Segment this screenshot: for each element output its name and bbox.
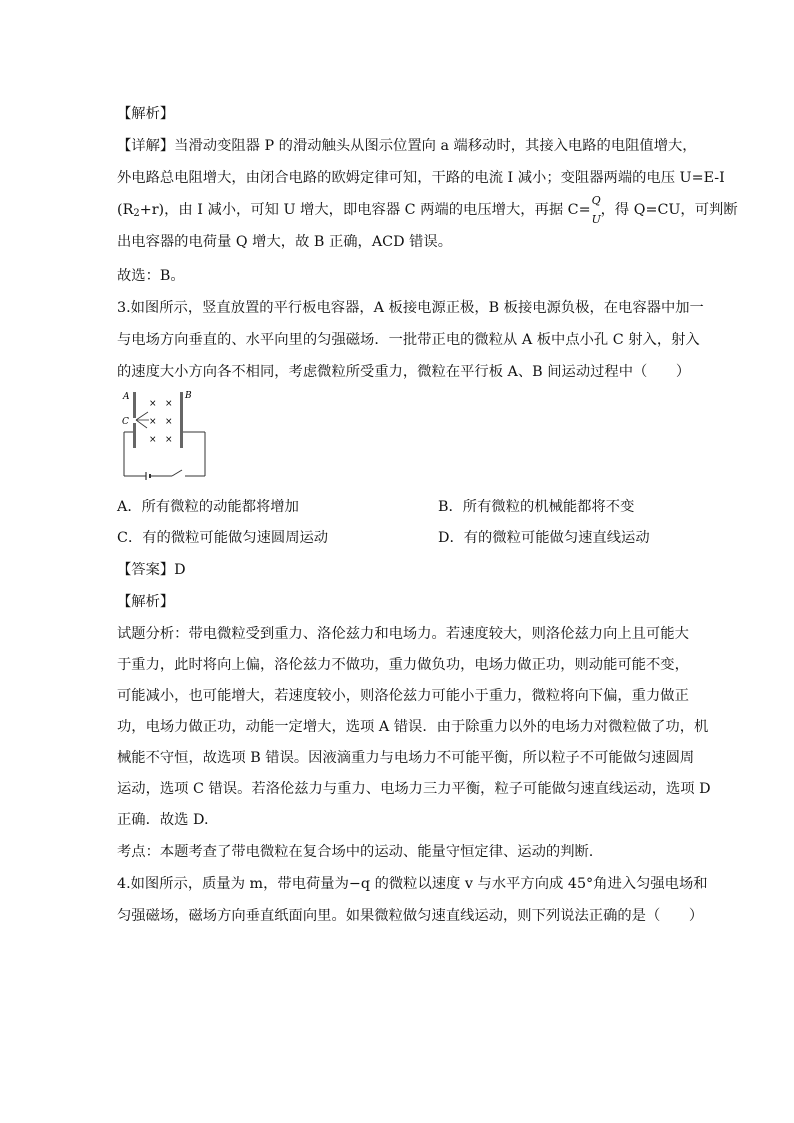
field-cross: ×	[165, 399, 173, 409]
q3-stem-line-3: 的速度大小方向各不相同，考虑微粒所受重力，微粒在平行板 A、B 间运动过程中（ ）	[117, 364, 691, 380]
analysis-line-7: 正确．故选 D.	[117, 812, 209, 828]
capacitance-fraction: Q U	[591, 194, 601, 226]
analysis-line-4: 功，电场力做正功，动能一定增大，选项 A 错误．由于除重力以外的电场力对微粒做了功，机	[117, 719, 709, 735]
field-cross: ×	[149, 435, 157, 445]
switch-icon	[172, 470, 182, 476]
analysis-heading: 【解析】	[117, 594, 175, 610]
detail-line-2: 外电路总电阻增大，由闭合电路的欧姆定律可知，干路的电流 I 减小；变阻器两端的电压 U=E-I	[117, 170, 725, 186]
q4-stem-line-1: 4.如图所示，质量为 m，带电荷量为−q 的微粒以速度 v 与水平方向成 45°角进入匀强电场和	[117, 876, 708, 892]
capacitor-figure	[112, 388, 212, 488]
analysis-line-3: 可能减小，也可能增大，若速度较小，则洛伦兹力可能小于重力，微粒将向下偏，重力做正	[117, 688, 689, 704]
analysis-line-6: 运动，选项 C 错误。若洛伦兹力与重力、电场力三力平衡，粒子可能做匀速直线运动，选项 D	[117, 781, 711, 797]
label-b: B	[185, 391, 192, 401]
detail-line-1: 【详解】当滑动变阻器 P 的滑动触头从图示位置向 a 端移动时，其接入电路的电阻值增大，	[117, 138, 697, 154]
kaodian-line: 考点：本题考查了带电微粒在复合场中的运动、能量守恒定律、运动的判断.	[117, 844, 594, 860]
label-c: C	[122, 417, 129, 427]
analysis-line-5: 械能不守恒，故选项 B 错误。因液滴重力与电场力不可能平衡，所以粒子不可能做匀速圆周	[117, 750, 695, 766]
option-b: B．所有微粒的机械能都将不变	[438, 499, 635, 515]
analysis-line-2: 于重力，此时将向上偏，洛伦兹力不做功，重力做负功，电场力做正功，则动能可能不变，	[117, 657, 689, 673]
option-c: C．有的微粒可能做匀速圆周运动	[117, 530, 329, 546]
plate-b	[180, 392, 183, 448]
analysis-line-1: 试题分析：带电微粒受到重力、洛伦兹力和电场力。若速度较大，则洛伦兹力向上且可能大	[117, 626, 689, 642]
section-heading: 【解析】	[117, 106, 175, 122]
detail-line-3: $(R_2+r)$，由 I 减小，可知 U 增大，即电容器 C 两端的电压增大，再据 C= Q U ，得 Q=CU，可判断	[117, 194, 738, 226]
label-a: A	[123, 392, 130, 402]
option-a: A．所有微粒的动能都将增加	[117, 499, 299, 515]
answer-line: 【答案】D	[117, 562, 186, 578]
q3-stem-line-1: 3.如图所示，竖直放置的平行板电容器，A 板接电源正极，B 板接电源负极，在电容器中加一	[117, 300, 704, 316]
field-cross: ×	[149, 399, 157, 409]
q3-stem-line-2: 与电场方向垂直的、水平向里的匀强磁场．一批带正电的微粒从 A 板中点小孔 C 射入，射入	[117, 332, 700, 348]
field-cross: ×	[149, 417, 157, 427]
plate-a	[133, 392, 136, 418]
choice-line: 故选：B。	[117, 268, 185, 284]
detail-line-4: 出电容器的电荷量 Q 增大，故 B 正确，ACD 错误。	[117, 234, 453, 250]
q4-stem-line-2: 匀强磁场，磁场方向垂直纸面向里。如果微粒做匀速直线运动，则下列说法正确的是（ ）	[117, 908, 704, 924]
field-cross: ×	[165, 435, 173, 445]
option-d: D．有的微粒可能做匀速直线运动	[438, 530, 650, 546]
field-cross: ×	[165, 417, 173, 427]
